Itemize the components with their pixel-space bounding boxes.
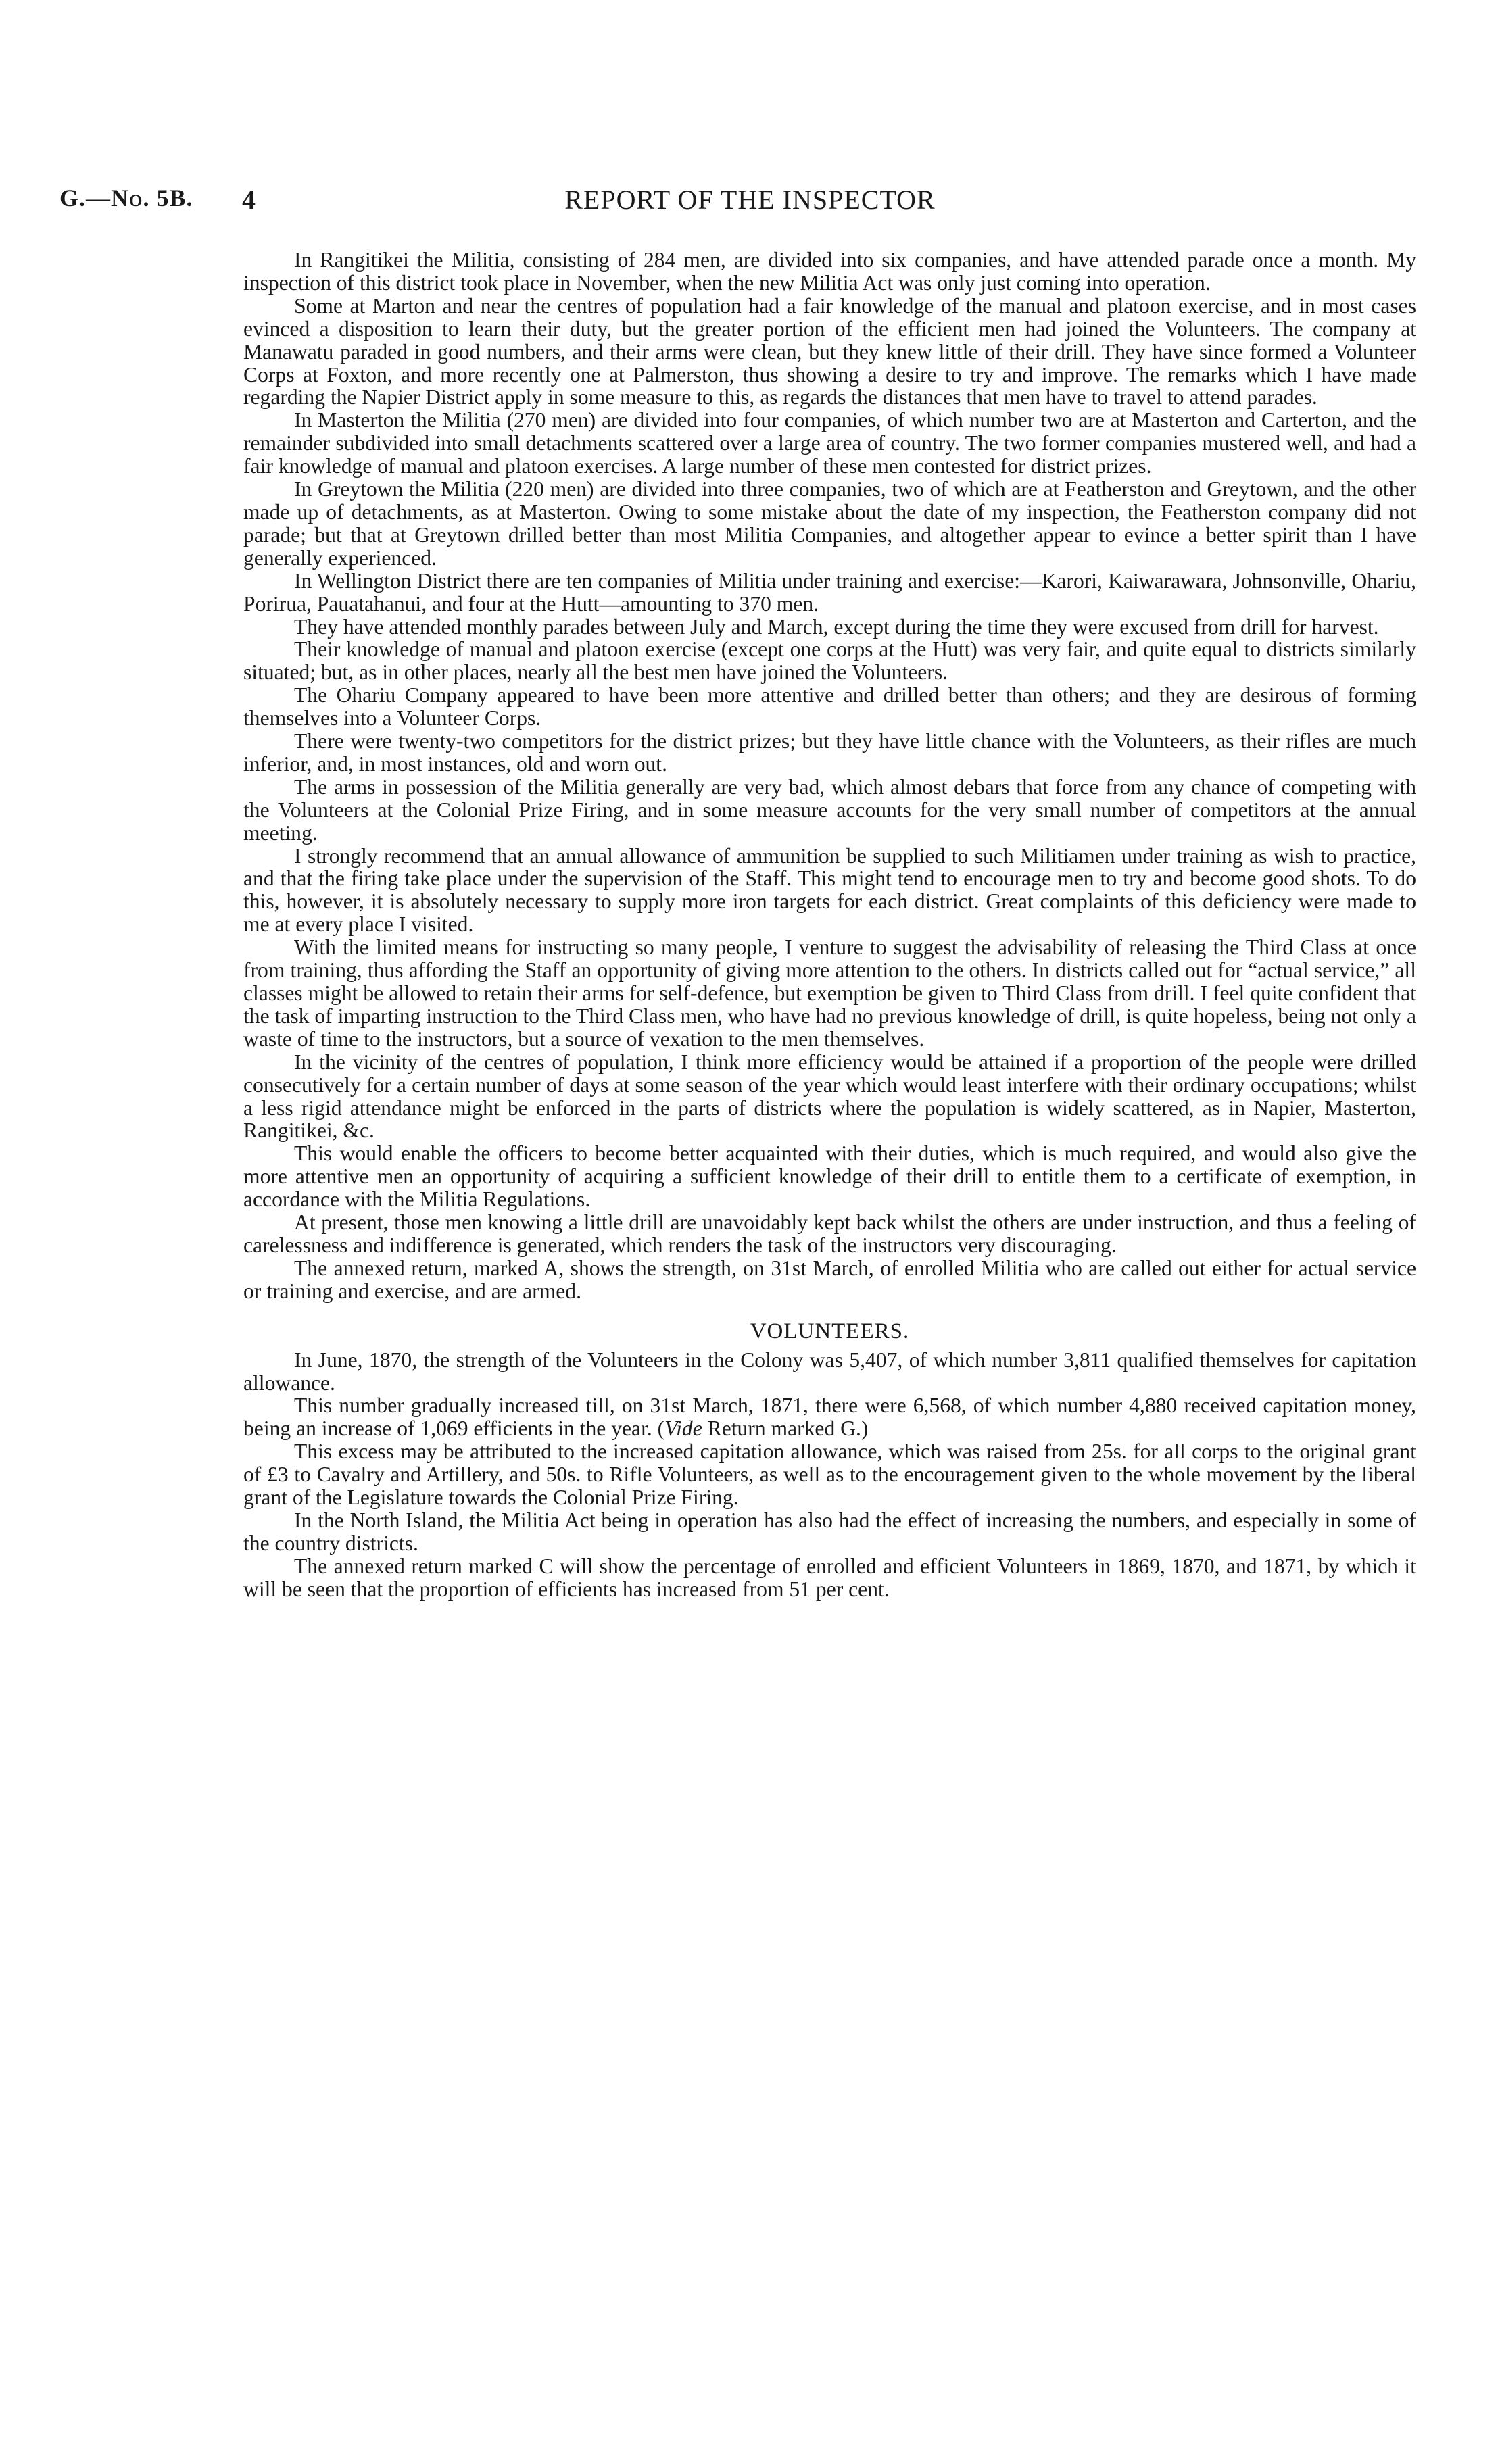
- paragraph-ohariu: The Ohariu Company appeared to have been more attentive and drilled better than others; and they are desirous of forming themselves into a Volunteer Corps.: [243, 683, 1416, 731]
- paragraph-marton: Some at Marton and near the centres of population had a fair knowledge of the manual and platoon exercise, and in most cases evinced a disposition to learn their duty, but the greater portion of the efficient men had joined the Volunteers. The company at Manawatu paraded in good numbers, and their arms were clean, but they knew little of their drill. They have since formed a Volunteer Corps at Foxton, and more recently one at Palmerston, thus showing a desire to try and improve. The remarks which I have made regarding the Napier District apply in some measure to this, as regards the distances that men have to travel to attend parades.: [243, 293, 1416, 410]
- running-title: REPORT OF THE INSPECTOR: [564, 184, 936, 215]
- section-heading-volunteers: VOLUNTEERS.: [750, 1319, 910, 1344]
- paragraph-volunteers-june: In June, 1870, the strength of the Volunteers in the Colony was 5,407, of which number 3,811 qualified themselves for capitation allowance.: [243, 1348, 1416, 1395]
- paragraph-competitors: There were twenty-two competitors for the district prizes; but they have little chance with the Volunteers, as their rifles are much inferior, and, in most instances, old and worn out.: [243, 729, 1416, 776]
- paragraph-wellington: In Wellington District there are ten companies of Militia under training and exercise:—Karori, Kaiwarawara, Johnsonville, Ohariu, Porirua, Pauatahanui, and four at the Hutt—amounting to 370 men.: [243, 568, 1416, 616]
- paragraph-return-a: The annexed return, marked A, shows the strength, on 31st March, of enrolled Militia who are called out either for actual service or training and exercise, and are armed.: [243, 1256, 1416, 1303]
- paragraph-officers: This would enable the officers to become better acquainted with their duties, which is much required, and would also give the more attentive men an opportunity of acquiring a sufficient knowledge of their drill to entitle them to a certificate of exemption, in accordance with the Militia Regulations.: [243, 1141, 1416, 1212]
- paragraph-return-c: The annexed return marked C will show the percentage of enrolled and efficient Volunteers in 1869, 1870, and 1871, by which it will be seen that the proportion of efficients has increased from 51 per cent.: [243, 1554, 1416, 1601]
- paragraph-volunteers-increase: [243, 1394, 1416, 1440]
- text-run: This number gradually increased till, on 31st March, 1871, there were 6,568, of which number 4,880 received capitation money, being an increase of 1,069 efficients in the year. (: [243, 1394, 1416, 1441]
- paragraph-present: At present, those men knowing a little drill are unavoidably kept back whilst the others are under instruction, and thus a feeling of carelessness and indifference is generated, which renders the task of the instructors very discouraging.: [243, 1210, 1416, 1257]
- paragraph-ammunition: I strongly recommend that an annual allowance of ammunition be supplied to such Militiamen under training as wish to practice, and that the firing take place under the supervision of the Staff. This might tend to encourage men to try and become good shots. To do this, however, it is absolutely necessary to supply more iron targets for each district. Great complaints of this deficiency were made to me at every place I visited.: [243, 843, 1416, 937]
- paragraph-centres: In the vicinity of the centres of population, I think more efficiency would be attained if a proportion of the people were drilled consecutively for a certain number of days at some season of the year which would least interfere with their ordinary occupations; whilst a less rigid attendance might be enforced in the parts of districts where the population is widely scattered, as in Napier, Masterton, Rangitikei, &c.: [243, 1050, 1416, 1143]
- document-reference: G.—No. 5B.: [59, 184, 193, 212]
- text-run: Return marked G.): [702, 1416, 869, 1441]
- paragraph-arms: The arms in possession of the Militia generally are very bad, which almost debars that force from any chance of competing with the Volunteers at the Colonial Prize Firing, and in some measure accounts for the very small number of competitors at the annual meeting.: [243, 774, 1416, 845]
- paragraph-knowledge: Their knowledge of manual and platoon exercise (except one corps at the Hutt) was very fair, and quite equal to districts similarly situated; but, as in other places, nearly all the best men have joined the Volunteers.: [243, 637, 1416, 685]
- paragraph-third-class: With the limited means for instructing so many people, I venture to suggest the advisability of releasing the Third Class at once from training, thus affording the Staff an opportunity of giving more attention to the others. In districts called out for “actual service,” all classes might be allowed to retain their arms for self-defence, but exemption be given to Third Class from drill. I feel quite confident that the task of imparting instruction to the Third Class men, who have had no previous knowledge of drill, is quite hopeless, being not only a waste of time to the instructors, but a source of vexation to the men themselves.: [243, 935, 1416, 1051]
- paragraph-rangitikei: In Rangitikei the Militia, consisting of 284 men, are divided into six companies, and have attended parade once a month. My inspection of this district took place in November, when the new Militia Act was only just coming into operation.: [243, 248, 1416, 295]
- paragraph-capitation: This excess may be attributed to the increased capitation allowance, which was raised from 25s. for all corps to the original grant of £3 to Cavalry and Artillery, and 50s. to Rifle Volunteers, as well as to the encouragement given to the whole movement by the liberal grant of the Legislature towards the Colonial Prize Firing.: [243, 1439, 1416, 1510]
- italic-vide: Vide: [664, 1416, 702, 1441]
- page-number: 4: [242, 184, 256, 215]
- report-body: [243, 249, 1416, 1601]
- paragraph-greytown: In Greytown the Militia (220 men) are divided into three companies, two of which are at Featherston and Greytown, and the other made up of detachments, as at Masterton. Owing to some mistake about the date of my inspection, the Featherston company did not parade; but that at Greytown drilled better than most Militia Companies, and altogether appear to evince a better spirit than I have generally experienced.: [243, 477, 1416, 570]
- paragraph-north-island: In the North Island, the Militia Act being in operation has also had the effect of increasing the numbers, and especially in some of the country districts.: [243, 1508, 1416, 1555]
- paragraph-masterton: In Masterton the Militia (270 men) are divided into four companies, of which number two are at Masterton and Carterton, and the remainder subdivided into small detachments scattered over a large area of country. The two former companies mustered well, and had a fair knowledge of manual and platoon exercises. A large number of these men contested for district prizes.: [243, 408, 1416, 478]
- page-header: [0, 184, 1500, 224]
- paragraph-monthly-parades: They have attended monthly parades between July and March, except during the time they were excused from drill for harvest.: [294, 614, 1379, 639]
